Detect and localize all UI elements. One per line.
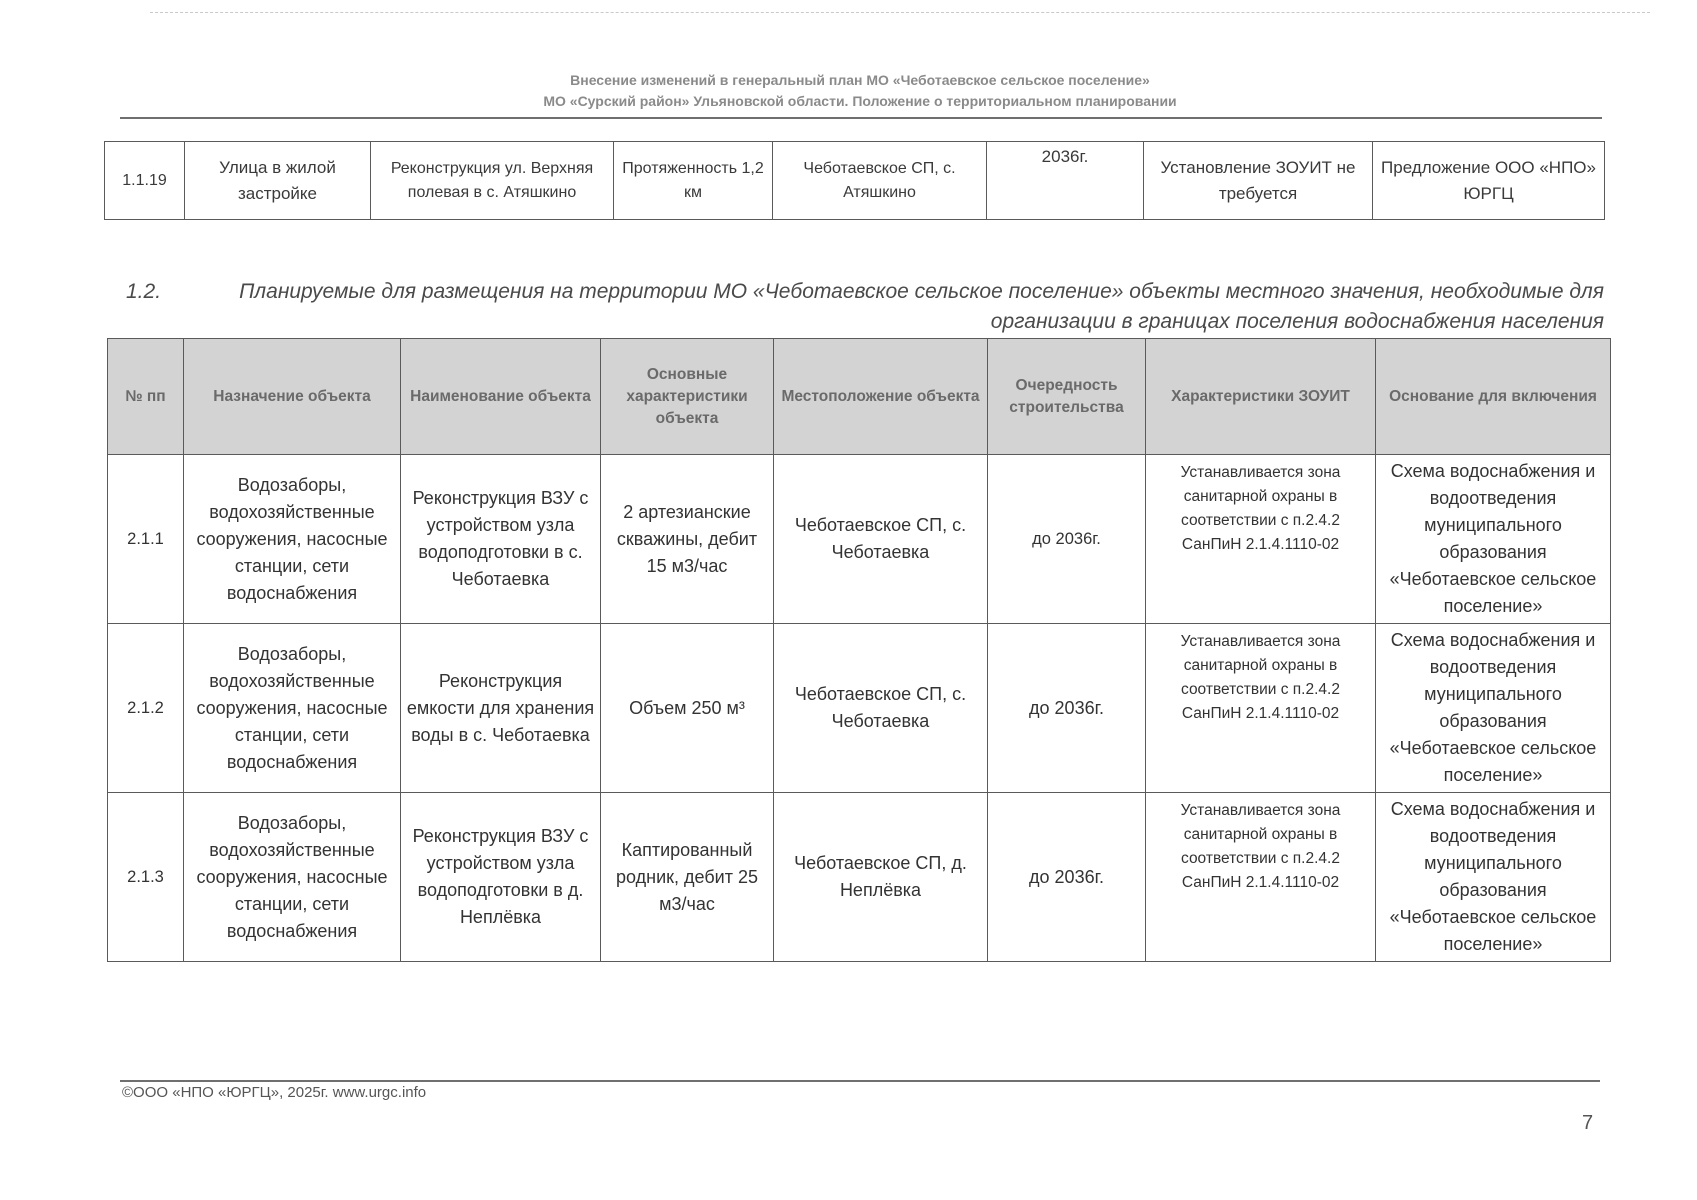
row-number: 1.1.19 (105, 142, 185, 220)
construction-queue: до 2036г. (988, 455, 1146, 624)
object-purpose: Водозаборы, водохозяйственные сооружения, насосные станции, сети водоснабжения (184, 624, 401, 793)
footer-rule (120, 1080, 1600, 1082)
object-purpose: Водозаборы, водохозяйственные сооружения, насосные станции, сети водоснабжения (184, 455, 401, 624)
object-purpose: Водозаборы, водохозяйственные сооружения, насосные станции, сети водоснабжения (184, 793, 401, 962)
page-header (120, 70, 1600, 112)
row-number: 2.1.3 (108, 793, 184, 962)
column-header: Основание для включения (1376, 339, 1611, 455)
page-number: 7 (1582, 1112, 1594, 1134)
column-header: № пп (108, 339, 184, 455)
object-location: Чеботаевское СП, с. Чеботаевка (774, 624, 988, 793)
inclusion-basis: Схема водоснабжения и водоотведения муниципального образования «Чеботаевское сельское поселение» (1376, 624, 1611, 793)
construction-queue: до 2036г. (988, 624, 1146, 793)
column-header: Основные характеристики объекта (601, 339, 774, 455)
table-row (105, 142, 1605, 220)
row-number: 2.1.1 (108, 455, 184, 624)
column-header: Назначение объекта (184, 339, 401, 455)
section-title-text: Планируемые для размещения на территории МО «Чеботаевское сельское поселение» объекты местного значения, необходимые для организации в границах поселения водоснабжения населения (239, 280, 1604, 333)
object-name: Реконструкция ул. Верхняя полевая в с. Атяшкино (371, 142, 614, 220)
object-name: Реконструкция ВЗУ с устройством узла водоподготовки в с. Чеботаевка (401, 455, 601, 624)
zouit-characteristics: Устанавливается зона санитарной охраны в соответствии с п.2.4.2 СанПиН 2.1.4.1110-02 (1146, 455, 1376, 624)
object-characteristics: 2 артезианские скважины, дебит 15 м3/час (601, 455, 774, 624)
section-title (126, 277, 1604, 337)
header-line-2: МО «Сурский район» Ульяновской области. Положение о территориальном планировании (543, 93, 1177, 109)
section-number: 1.2. (126, 280, 162, 303)
column-header: Наименование объекта (401, 339, 601, 455)
header-line-1: Внесение изменений в генеральный план МО «Чеботаевское сельское поселение» (570, 72, 1150, 88)
footer-copyright: ©ООО «НПО «ЮРГЦ», 2025г. www.urgc.info (122, 1084, 427, 1101)
object-name: Реконструкция емкости для хранения воды в с. Чеботаевка (401, 624, 601, 793)
object-characteristics: Объем 250 м³ (601, 624, 774, 793)
column-header: Местоположение объекта (774, 339, 988, 455)
object-characteristics: Каптированный родник, дебит 25 м3/час (601, 793, 774, 962)
header-rule (120, 117, 1602, 119)
table-header-row (108, 339, 1611, 455)
construction-queue: до 2036г. (988, 793, 1146, 962)
object-purpose: Улица в жилой застройке (185, 142, 371, 220)
inclusion-basis: Схема водоснабжения и водоотведения муниципального образования «Чеботаевское сельское поселение» (1376, 793, 1611, 962)
zouit-characteristics: Установление ЗОУИТ не требуется (1144, 142, 1373, 220)
inclusion-basis: Схема водоснабжения и водоотведения муниципального образования «Чеботаевское сельское поселение» (1376, 455, 1611, 624)
object-name: Реконструкция ВЗУ с устройством узла водоподготовки в д. Неплёвка (401, 793, 601, 962)
construction-queue: 2036г. (987, 142, 1144, 220)
table-row (108, 624, 1611, 793)
column-header: Характеристики ЗОУИТ (1146, 339, 1376, 455)
previous-table-fragment (104, 141, 1605, 220)
row-number: 2.1.2 (108, 624, 184, 793)
object-location: Чеботаевское СП, д. Неплёвка (774, 793, 988, 962)
scan-artifact-line (150, 12, 1650, 14)
object-location: Чеботаевское СП, с. Атяшкино (773, 142, 987, 220)
table-row (108, 793, 1611, 962)
zouit-characteristics: Устанавливается зона санитарной охраны в соответствии с п.2.4.2 СанПиН 2.1.4.1110-02 (1146, 793, 1376, 962)
inclusion-basis: Предложение ООО «НПО» ЮРГЦ (1373, 142, 1605, 220)
object-characteristics: Протяженность 1,2 км (614, 142, 773, 220)
object-location: Чеботаевское СП, с. Чеботаевка (774, 455, 988, 624)
column-header: Очередность строительства (988, 339, 1146, 455)
water-supply-objects-table (107, 338, 1611, 962)
zouit-characteristics: Устанавливается зона санитарной охраны в соответствии с п.2.4.2 СанПиН 2.1.4.1110-02 (1146, 624, 1376, 793)
table-row (108, 455, 1611, 624)
